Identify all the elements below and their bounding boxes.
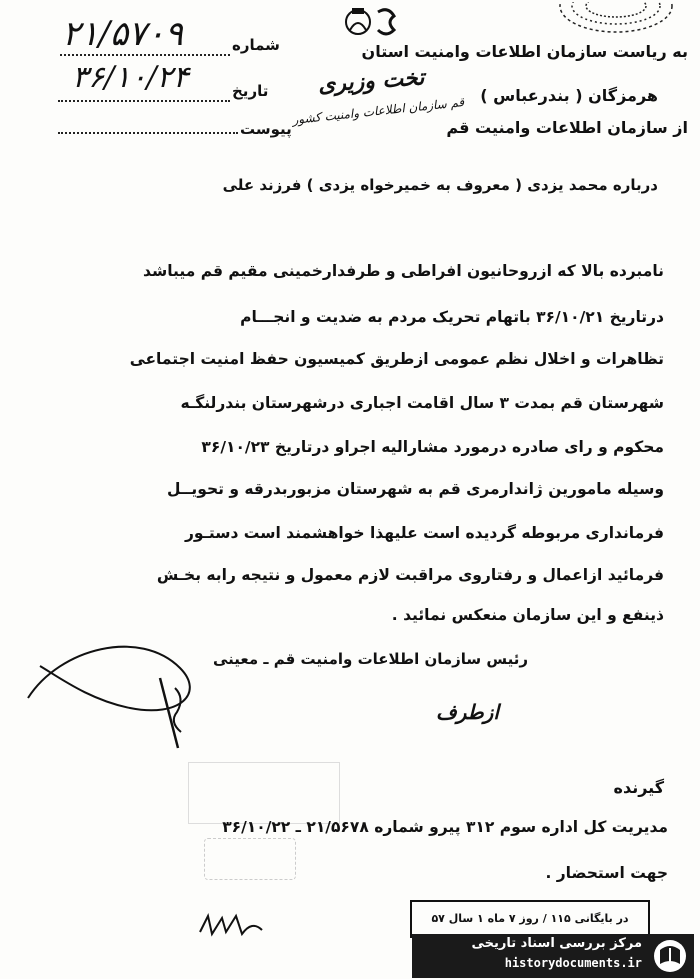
body-line: نامبرده بالا که ازروحانیون افراطی و طرفدارخمینی مقیم قم میباشد — [143, 262, 664, 280]
body-line: محکوم و رای صادره درمورد مشارالیه اجراو درتاریخ ۳۶/۱۰/۲۳ — [201, 438, 664, 456]
body-line: ذینفع و این سازمان منعکس نمائید . — [391, 606, 664, 624]
faint-stamp-box — [188, 762, 340, 824]
recipients-heading: گیرنده — [613, 778, 664, 797]
addressee-line: به ریاست سازمان اطلاعات وامنیت استان — [361, 42, 688, 61]
signature-scribble-icon — [20, 628, 220, 758]
recipient-purpose: جهت استحضار . — [545, 864, 668, 882]
signatory-title: رئیس سازمان اطلاعات وامنیت قم ـ معینی — [212, 650, 528, 668]
number-value: ۲۱/۵۷۰۹ — [62, 14, 184, 54]
sender-line: از سازمان اطلاعات وامنیت قم — [446, 118, 688, 137]
archive-stamp: در بایگانی ۱۱۵ / روز ۷ ماه ۱ سال ۵۷ — [410, 900, 650, 938]
recipient-line: مدیریت کل اداره سوم ۳۱۲ پیرو شماره ۲۱/۵۶۷۸ ـ ۳۶/۱۰/۲۲ — [222, 818, 668, 836]
date-value: ۳۶/۱۰/۲۴ — [72, 60, 189, 95]
addressee-city: هرمزگان ( بندرعباس ) — [480, 86, 658, 105]
rosette-ornament-icon — [556, 2, 676, 34]
body-line: فرمانداری مربوطه گردیده است علیهذا خواهشمند است دستـور — [184, 524, 664, 542]
watermark-banner — [412, 934, 694, 978]
bottom-scribble-icon — [196, 910, 266, 945]
subject-line: درباره محمد یزدی ( معروف به خمیرخواه یزدی ) فرزند علی — [222, 176, 658, 194]
handwritten-stamp: تخت وزیری — [317, 64, 426, 98]
number-label: شماره — [232, 36, 280, 54]
on-behalf-mark: ازطرف — [436, 700, 499, 724]
watermark-logo-icon — [652, 938, 688, 974]
attachment-label: پیوست — [240, 120, 292, 138]
attachment-dotted-line — [58, 132, 238, 134]
body-line: درتاریخ ۳۶/۱۰/۲۱ باتهام تحریک مردم به ضدیت و انجـــام — [240, 308, 664, 326]
body-line: فرمائید ازاعمال و رفتاروی مراقبت لازم معمول و نتیجه رابه بخـش — [156, 566, 664, 584]
date-label: تاریخ — [232, 82, 269, 100]
received-stamp-faint — [204, 838, 296, 880]
watermark-url: historydocuments.ir — [504, 956, 642, 970]
stamp-caption: قم سازمان اطلاعات وامنیت کشور — [291, 95, 465, 127]
body-line: تظاهرات و اخلال نظم عمومی ازطریق کمیسیون حفظ امنیت اجتماعی — [129, 350, 664, 368]
watermark-text: مرکز بررسی اسناد تاریخی — [471, 936, 642, 951]
date-dotted-line — [58, 100, 230, 102]
number-dotted-line — [60, 54, 230, 56]
body-line: شهرستان قم بمدت ۳ سال اقامت اجباری درشهرستان بندرلنگـه — [180, 394, 664, 412]
body-line: وسیله مامورین ژاندارمری قم به شهرستان مزبوربدرقه و تحویــل — [166, 480, 664, 498]
